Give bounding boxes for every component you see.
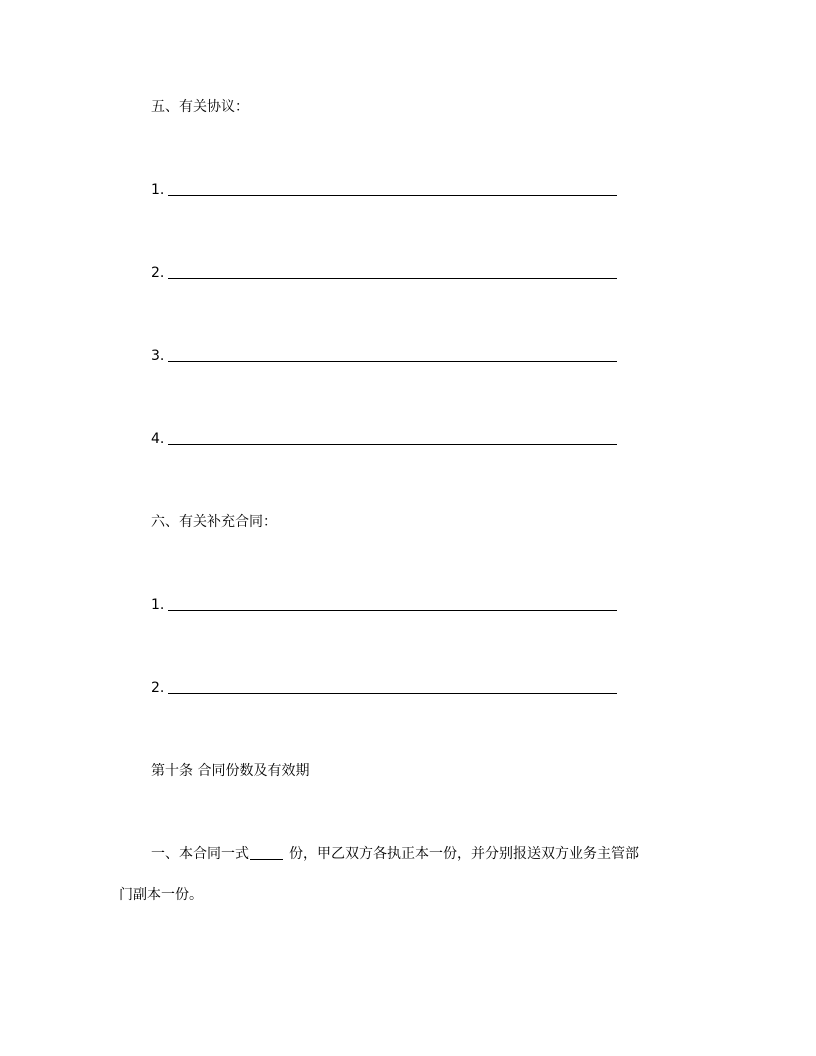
- clause-one-continuation: 门副本一份。: [119, 887, 203, 903]
- agreement-item-3: [151, 347, 617, 365]
- item-number: 3.: [151, 348, 165, 364]
- blank-fill-line[interactable]: [168, 430, 617, 445]
- item-number: 1.: [151, 597, 165, 613]
- item-number: 4.: [151, 431, 165, 447]
- blank-fill-line[interactable]: [168, 181, 617, 196]
- agreement-item-1: [151, 181, 617, 199]
- section-six-heading: 六、有关补充合同：: [151, 514, 277, 530]
- blank-fill-line[interactable]: [168, 679, 617, 694]
- clause-one-suffix: 份，甲乙双方各执正本一份，并分别报送双方业务主管部: [289, 846, 639, 862]
- blank-fill-line[interactable]: [168, 347, 617, 362]
- item-number: 2.: [151, 680, 165, 696]
- agreement-item-4: [151, 430, 617, 448]
- blank-fill-line[interactable]: [168, 264, 617, 279]
- clause-one-prefix: 一、本合同一式: [151, 846, 249, 862]
- item-number: 1.: [151, 182, 165, 198]
- clause-one-line: [151, 845, 639, 863]
- copies-count-blank[interactable]: [250, 845, 283, 860]
- supplement-item-2: [151, 679, 617, 697]
- section-five-heading: 五、有关协议：: [151, 99, 249, 115]
- item-number: 2.: [151, 265, 165, 281]
- blank-fill-line[interactable]: [168, 596, 617, 611]
- agreement-item-2: [151, 264, 617, 282]
- article-ten-title: 第十条 合同份数及有效期: [151, 763, 310, 779]
- supplement-item-1: [151, 596, 617, 614]
